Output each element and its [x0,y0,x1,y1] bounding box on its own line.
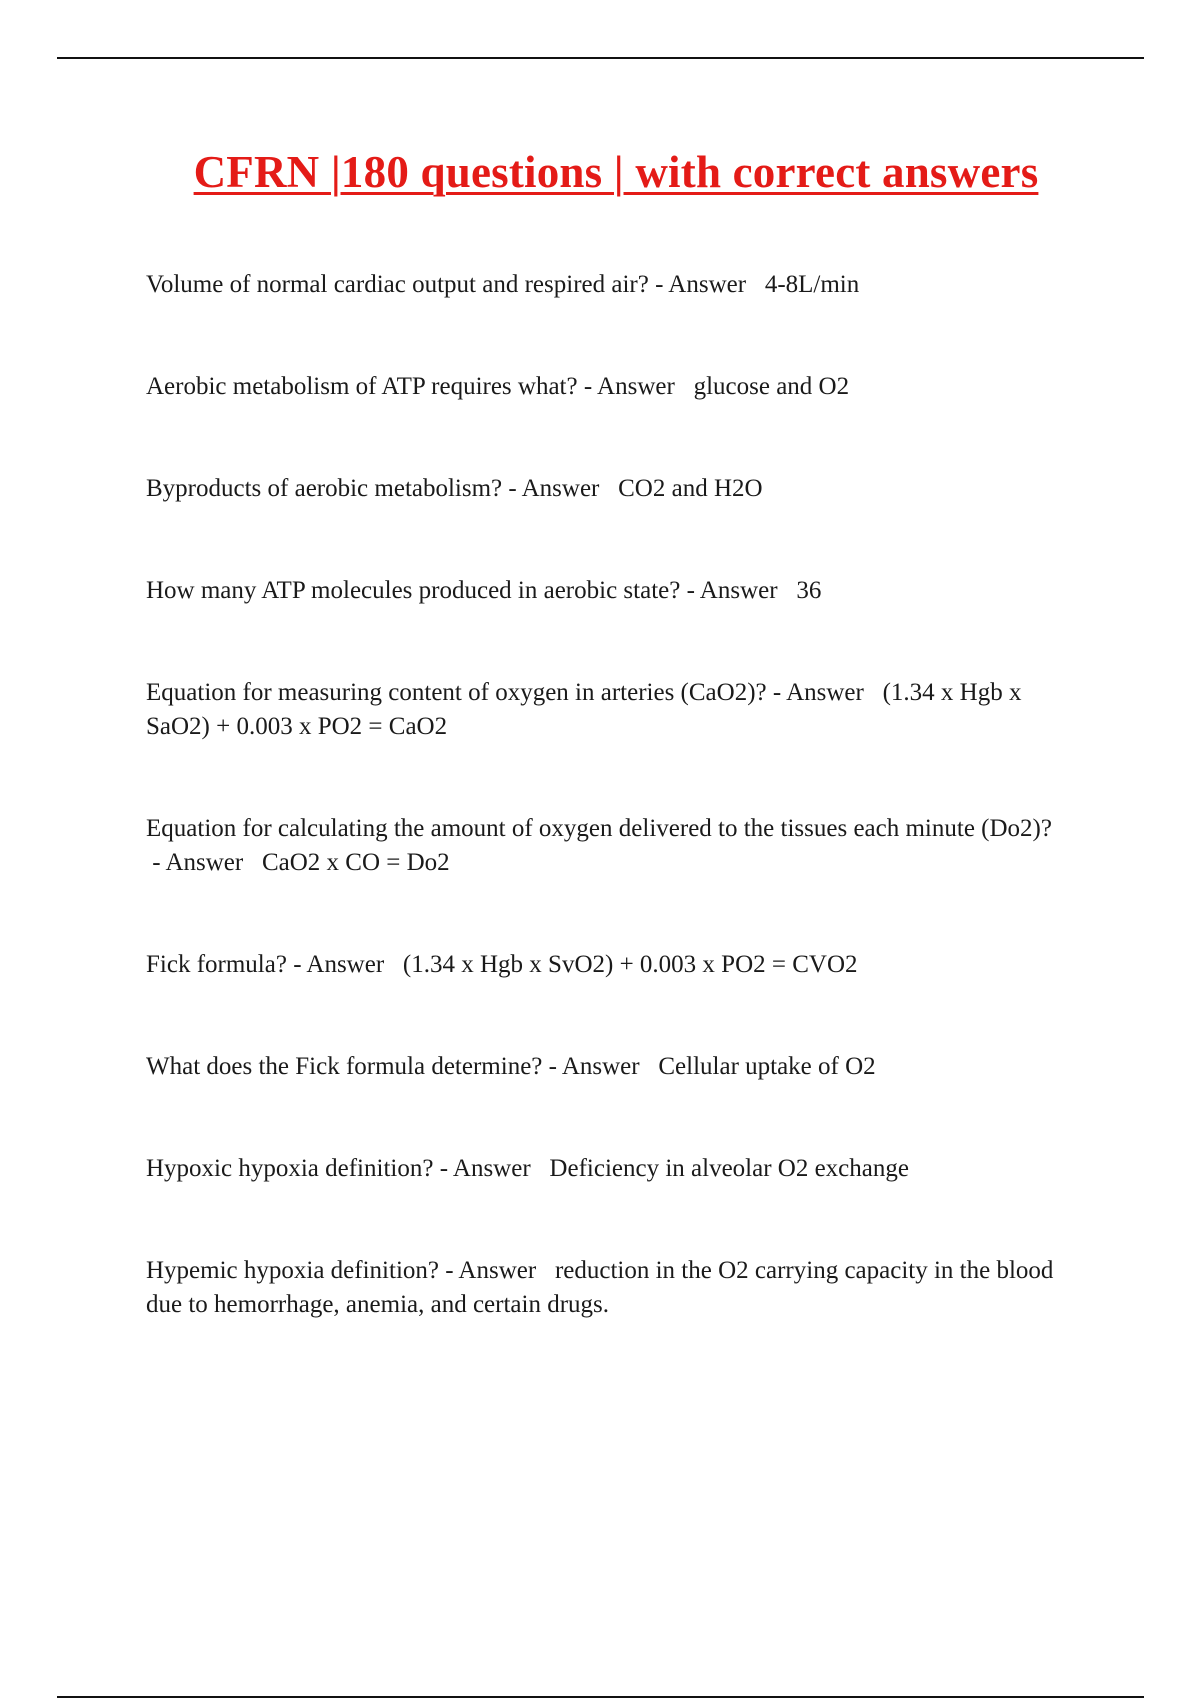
answer-separator: - Answer [438,1257,555,1284]
qa-item [146,1050,1086,1084]
qa-item [146,948,1086,982]
question-text: Volume of normal cardiac output and respired air? [146,271,649,298]
answer-separator: - Answer [648,271,765,298]
bottom-divider [57,1696,1144,1698]
qa-list [146,268,1086,1390]
answer-separator: - Answer [680,577,797,604]
answer-text: glucose and O2 [693,373,850,400]
qa-item [146,574,1086,608]
question-text: Equation for measuring content of oxygen in arteries (CaO2)? [146,679,767,706]
qa-item [146,472,1086,506]
qa-item [146,1152,1086,1186]
answer-separator: - Answer [577,373,694,400]
answer-text: CO2 and H2O [618,475,763,502]
question-text: Fick formula? [146,951,287,978]
top-divider [57,57,1144,59]
answer-text: Cellular uptake of O2 [658,1053,876,1080]
answer-separator: - Answer [146,849,262,876]
question-text: Hypoxic hypoxia definition? [146,1155,434,1182]
question-text: Aerobic metabolism of ATP requires what? [146,373,578,400]
answer-separator: - Answer [542,1053,659,1080]
qa-item [146,370,1086,404]
question-text: Byproducts of aerobic metabolism? [146,475,503,502]
qa-item [146,268,1086,302]
answer-text: Deficiency in alveolar O2 exchange [549,1155,909,1182]
answer-text: 4-8L/min [764,271,860,298]
document-title: CFRN |180 questions | with correct answers [193,147,1039,197]
qa-item [146,812,1086,880]
question-text: What does the Fick formula determine? [146,1053,543,1080]
question-text: How many ATP molecules produced in aerobic state? [146,577,681,604]
answer-separator: - Answer [502,475,619,502]
answer-text: reduction in the O2 carrying capacity in the blood due to hemorrhage, anemia, and certain drugs. [146,1257,1054,1318]
qa-item [146,1254,1086,1322]
answer-separator: - Answer [286,951,403,978]
answer-text: (1.34 x Hgb x SaO2) + 0.003 x PO2 = CaO2 [146,679,1022,740]
answer-text: (1.34 x Hgb x SvO2) + 0.003 x PO2 = CVO2 [402,951,858,978]
answer-text: CaO2 x CO = Do2 [261,849,450,876]
answer-separator: - Answer [766,679,883,706]
answer-separator: - Answer [433,1155,550,1182]
answer-text: 36 [796,577,822,604]
qa-item [146,676,1086,744]
question-text: Hypemic hypoxia definition? [146,1257,439,1284]
question-text: Equation for calculating the amount of oxygen delivered to the tissues each minute (Do2)? [146,815,1052,842]
